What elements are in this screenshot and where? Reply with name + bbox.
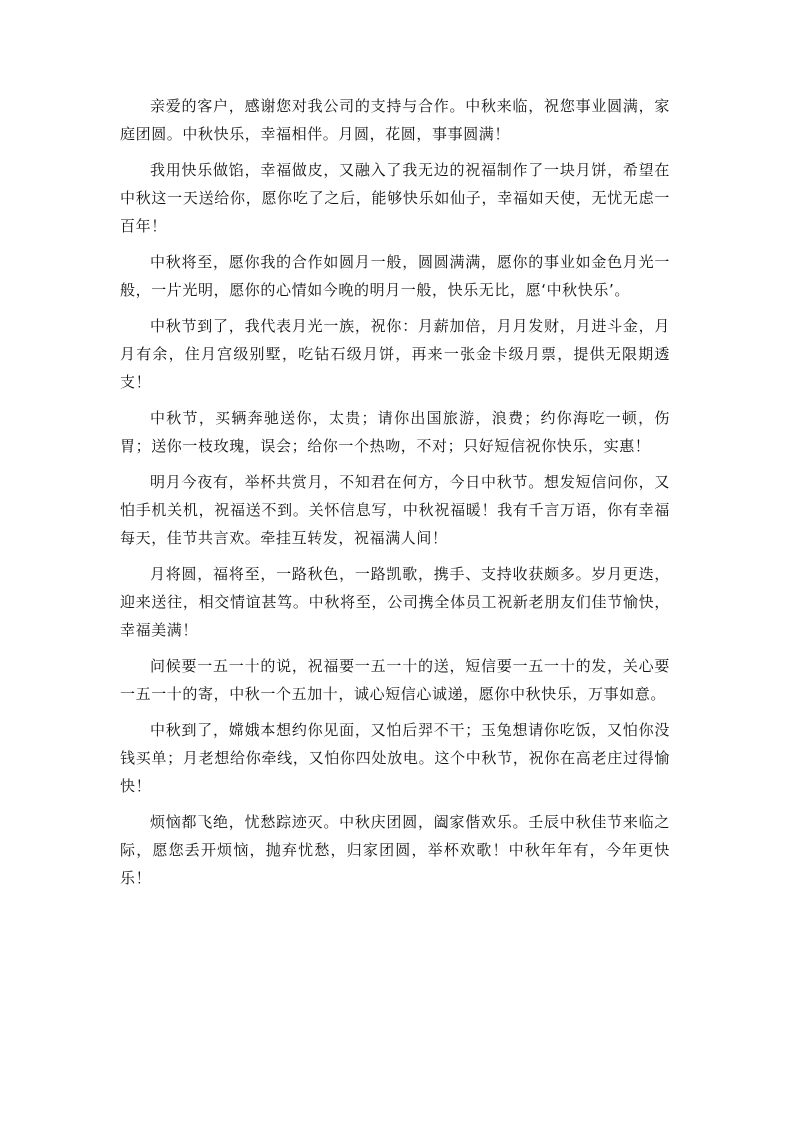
greeting-paragraph-9: 中秋到了，嫦娥本想约你见面，又怕后羿不干；玉兔想请你吃饭，又怕你没钱买单；月老想给你牵线，又怕你四处放电。这个中秋节，祝你在高老庄过得愉快！ <box>120 721 670 795</box>
greeting-paragraph-5: 中秋节，买辆奔驰送你，太贵；请你出国旅游，浪费；约你海吃一顿，伤胃；送你一枝玫瑰，误会；给你一个热吻，不对；只好短信祝你快乐，实惠！ <box>120 409 670 455</box>
greeting-paragraph-8: 问候要一五一十的说，祝福要一五一十的送，短信要一五一十的发，关心要一五一十的寄，中秋一个五加十，诚心短信心诚递，愿你中秋快乐，万事如意。 <box>120 657 670 703</box>
document-page <box>120 92 670 900</box>
greeting-paragraph-10: 烦恼都飞绝，忧愁踪迹灭。中秋庆团圆，阖家偕欢乐。壬辰中秋佳节来临之际，愿您丢开烦恼，抛弃忧愁，归家团圆，举杯欢歌！中秋年年有，今年更快乐！ <box>120 813 670 887</box>
greeting-paragraph-3: 中秋将至，愿你我的合作如圆月一般，圆圆满满，愿你的事业如金色月光一般，一片光明，愿你的心情如今晚的明月一般，快乐无比，愿‘中秋快乐’。 <box>120 253 670 299</box>
greeting-paragraph-6: 明月今夜有，举杯共赏月，不知君在何方，今日中秋节。想发短信问你，又怕手机关机，祝福送不到。关怀信息写，中秋祝福暖！我有千言万语，你有幸福每天，佳节共言欢。牵挂互转发，祝福满人间！ <box>120 473 670 547</box>
greeting-paragraph-7: 月将圆，福将至，一路秋色，一路凯歌，携手、支持收获颇多。岁月更迭，迎来送往，相交情谊甚笃。中秋将至，公司携全体员工祝新老朋友们佳节愉快，幸福美满！ <box>120 565 670 639</box>
greeting-paragraph-4: 中秋节到了，我代表月光一族，祝你：月薪加倍，月月发财，月进斗金，月月有余，住月宫级别墅，吃钻石级月饼，再来一张金卡级月票，提供无限期透支！ <box>120 317 670 391</box>
greeting-paragraph-2: 我用快乐做馅，幸福做皮，又融入了我无边的祝福制作了一块月饼，希望在中秋这一天送给你，愿你吃了之后，能够快乐如仙子，幸福如天使，无忧无虑一百年！ <box>120 161 670 235</box>
greeting-paragraph-1: 亲爱的客户，感谢您对我公司的支持与合作。中秋来临，祝您事业圆满，家庭团圆。中秋快乐，幸福相伴。月圆，花圆，事事圆满！ <box>120 97 670 143</box>
